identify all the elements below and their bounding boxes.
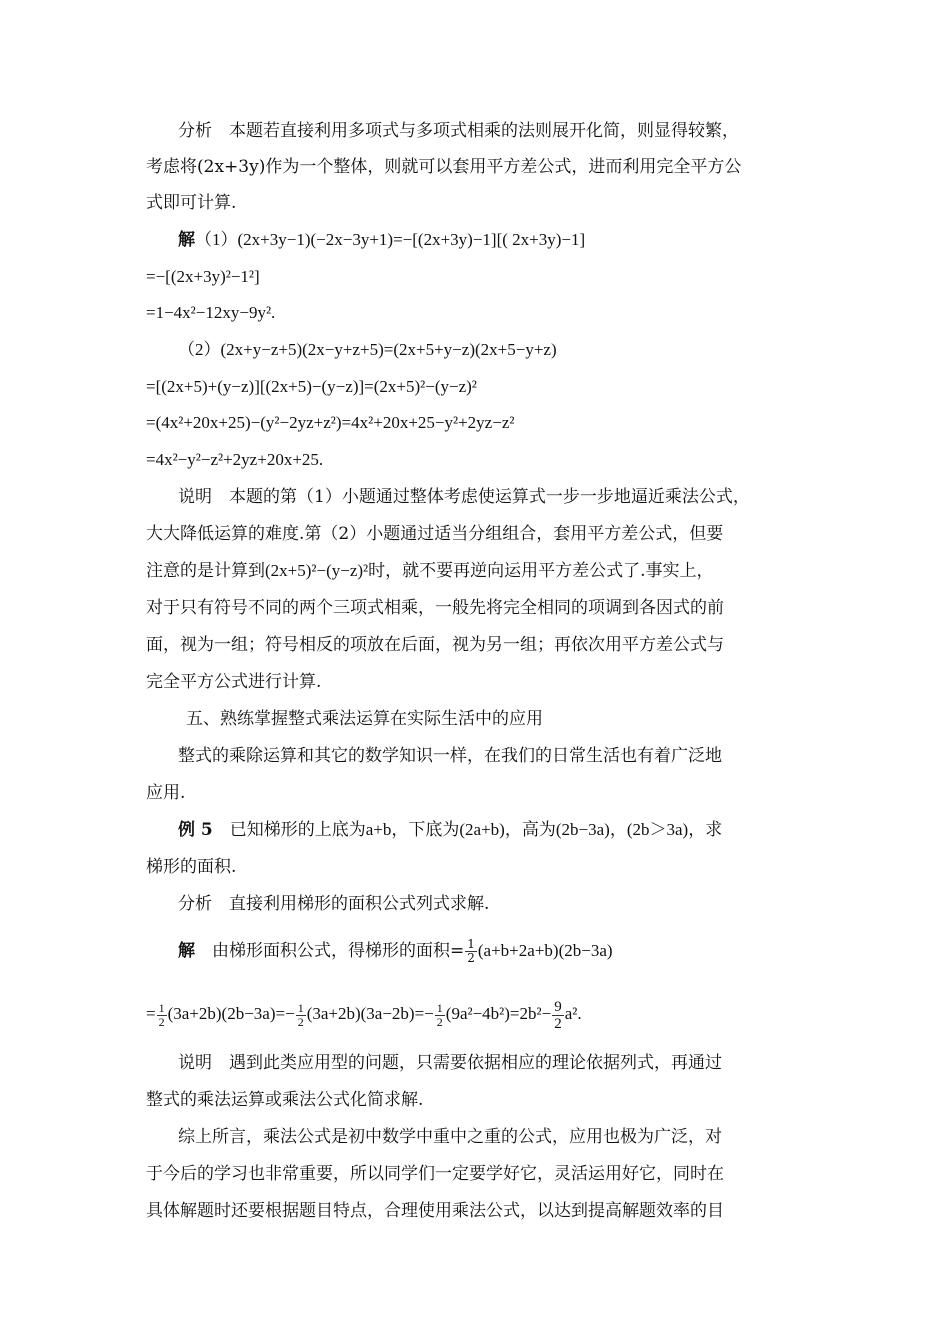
- note-1-line-6: 完全平方公式进行计算.: [146, 672, 322, 692]
- note-label: 说明: [178, 487, 212, 507]
- note-1-line-5: 面，视为一组；符号相反的项放在后面，视为另一组；再依次用平方差公式与: [146, 635, 724, 655]
- note-1-line-4: 对于只有符号不同的两个三项式相乘，一般先将完全相同的项调到各因式的前: [146, 598, 724, 618]
- solution-5-label: 解: [178, 941, 195, 961]
- solution-1-line-3: =1−4x²−12xy−9y².: [146, 303, 276, 322]
- note-1-line-2: 大大降低运算的难度.第（2）小题通过适当分组组合，套用平方差公式，但要: [146, 524, 724, 544]
- fraction-one-half: $\frac{1}{2}$: [297, 1000, 304, 1029]
- analysis-5-label: 分析: [178, 894, 212, 914]
- note-2-line-1: 说明 遇到此类应用型的问题，只需要依据相应的理论依据列式，再通过: [178, 1053, 722, 1073]
- analysis-5-line: 分析 直接利用梯形的面积公式列式求解.: [178, 894, 490, 914]
- solution-2-line-4: =4x²−y²−z²+2yz+20x+25.: [146, 450, 324, 469]
- analysis-label: 分析: [178, 121, 212, 141]
- example-5-line-1: 例 5 已知梯形的上底为a+b，下底为(2a+b)，高为(2b−3a)，(2b＞3a)，求: [178, 820, 723, 840]
- solution-2-line-3: =(4x²+20x+25)−(y²−2yz+z²)=4x²+20x+25−y²+2yz−z²: [146, 413, 515, 432]
- section-5-heading: 五、熟练掌握整式乘法运算在实际生活中的应用: [186, 709, 543, 729]
- analysis-line-1: 分析 本题若直接利用多项式与多项式相乘的法则展开化简，则显得较繁，: [178, 121, 739, 141]
- example-5-line-2: 梯形的面积.: [146, 857, 237, 877]
- solution-label: 解: [178, 230, 195, 249]
- solution-5-line-2: = $\frac{1}{2}$ (3a+2b)(2b−3a)=− $\frac{1}{2}$ (3a+2b)(3a−2b)=− $\frac{1}{2}$ (9a²−4b²)=2b²− $\frac{9}{2}$ a².: [146, 998, 582, 1032]
- fraction-one-half: $\frac{1}{2}$: [436, 1000, 443, 1029]
- summary-line-1: 综上所言，乘法公式是初中数学中重中之重的公式，应用也极为广泛，对: [178, 1127, 722, 1147]
- solution-1-line-2: =−[(2x+3y)²−1²]: [146, 267, 260, 286]
- fraction-one-half: $\frac{1}{2}$: [158, 1000, 165, 1029]
- note-1-line-3: 注意的是计算到(2x+5)²−(y−z)²时，就不要再逆向运用平方差公式了.事实上，: [146, 561, 714, 581]
- fraction-one-half: $\frac{1}{2}$: [467, 937, 475, 965]
- section-5-line-1: 整式的乘除运算和其它的数学知识一样，在我们的日常生活也有着广泛地: [178, 746, 722, 766]
- solution-1-line-1: 解（1）(2x+3y−1)(−2x−3y+1)=−[(2x+3y)−1][( 2x+3y)−1]: [178, 230, 586, 249]
- summary-line-3: 具体解题时还要根据题目特点，合理使用乘法公式，以达到提高解题效率的目: [146, 1201, 724, 1221]
- analysis-line-2: 考虑将(2x+3y)作为一个整体，则就可以套用平方差公式，进而利用完全平方公: [146, 157, 742, 177]
- example-label: 例 5: [178, 820, 213, 840]
- note-2-line-2: 整式的乘法运算或乘法公式化简求解.: [146, 1090, 424, 1110]
- note-2-label: 说明: [178, 1053, 212, 1073]
- solution-2-line-2: =[(2x+5)+(y−z)][(2x+5)−(y−z)]=(2x+5)²−(y−z)²: [146, 377, 477, 396]
- note-1-line-1: 说明 本题的第（1）小题通过整体考虑使运算式一步一步地逼近乘法公式，: [178, 487, 750, 507]
- summary-line-2: 于今后的学习也非常重要，所以同学们一定要学好它，灵活运用好它，同时在: [146, 1164, 724, 1184]
- analysis-line-3: 式即可计算.: [146, 193, 237, 213]
- section-5-line-2: 应用.: [146, 783, 186, 803]
- fraction-nine-halves: $\frac{9}{2}$: [554, 998, 562, 1032]
- solution-5-line-1: 解 由梯形面积公式，得梯形的面积= $\frac{1}{2}$ (a+b+2a+b)(2b−3a): [178, 937, 613, 965]
- solution-2-line-1: （2）(2x+y−z+5)(2x−y+z+5)=(2x+5+y−z)(2x+5−y+z): [178, 340, 557, 359]
